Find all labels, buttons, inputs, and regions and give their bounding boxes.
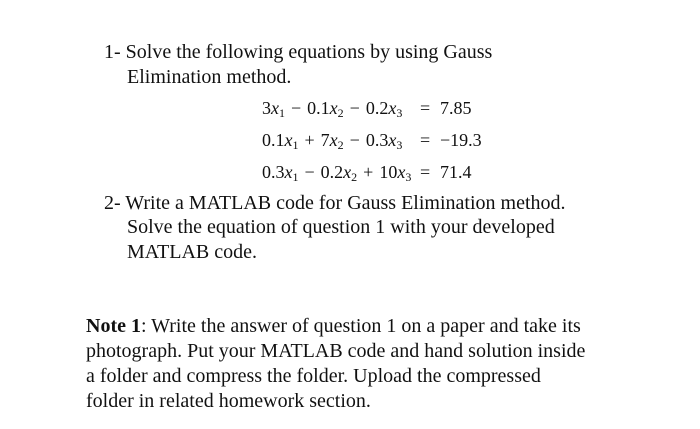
subscript: 2: [337, 138, 344, 152]
subscript: 3: [405, 170, 412, 184]
equation-3: [262, 160, 472, 192]
question-2-line-1: 2- Write a MATLAB code for Gauss Elimination method.: [104, 192, 566, 214]
variable: x: [284, 130, 293, 150]
equation-1: [262, 96, 472, 128]
equation-2: [262, 128, 482, 160]
subscript: 3: [396, 138, 403, 152]
operator: +: [363, 162, 374, 182]
variable: x: [388, 130, 397, 150]
note-line-1-text: : Write the answer of question 1 on a paper and take its: [140, 315, 581, 337]
question-2-line-2: Solve the equation of question 1 with your developed: [127, 216, 555, 238]
equation-3-rhs: 71.4: [440, 162, 472, 182]
equals-sign: =: [420, 130, 431, 150]
coefficient: 0.1: [307, 98, 330, 118]
variable: x: [271, 98, 279, 118]
coefficient: 0.2: [365, 98, 389, 118]
equals-sign: =: [420, 162, 431, 182]
variable: x: [388, 98, 397, 118]
equation-2-lhs: [262, 128, 402, 152]
variable: x: [329, 130, 338, 150]
note-label: Note 1: [86, 315, 141, 337]
operator: −: [349, 130, 360, 150]
operator: +: [304, 130, 315, 150]
equation-1-rhs: 7.85: [440, 98, 472, 118]
coefficient: 0.3: [365, 130, 389, 150]
coefficient: 0.1: [262, 130, 285, 150]
note-line-2: photograph. Put your MATLAB code and hand solution inside: [86, 340, 586, 362]
operator: −: [291, 98, 302, 118]
subscript: 1: [292, 170, 299, 184]
equation-system: [262, 96, 482, 192]
coefficient: 0.3: [262, 162, 285, 182]
coefficient: 3: [262, 98, 271, 118]
operator: −: [349, 98, 360, 118]
equation-1-lhs: [262, 96, 402, 120]
note-line-4: folder in related homework section.: [86, 390, 371, 412]
subscript: 2: [337, 106, 344, 120]
subscript: 1: [292, 138, 299, 152]
coefficient: 7: [320, 130, 330, 150]
variable: x: [397, 162, 406, 182]
variable: x: [343, 162, 352, 182]
question-1-line-2: Elimination method.: [127, 66, 292, 88]
question-2-line-3: MATLAB code.: [127, 241, 257, 263]
equals-sign: =: [420, 98, 431, 118]
variable: x: [284, 162, 293, 182]
variable: x: [329, 98, 338, 118]
coefficient: 10: [379, 162, 398, 182]
note-line-1: [86, 314, 581, 338]
operator: −: [304, 162, 315, 182]
question-1-line-1: 1- Solve the following equations by using Gauss: [104, 41, 493, 63]
equation-2-rhs: −19.3: [440, 130, 482, 150]
subscript: 3: [396, 106, 403, 120]
note-line-3: a folder and compress the folder. Upload the compressed: [86, 365, 541, 387]
coefficient: 0.2: [320, 162, 344, 182]
subscript: 2: [351, 170, 358, 184]
subscript: 1: [279, 106, 285, 120]
equation-3-lhs: [262, 160, 411, 184]
